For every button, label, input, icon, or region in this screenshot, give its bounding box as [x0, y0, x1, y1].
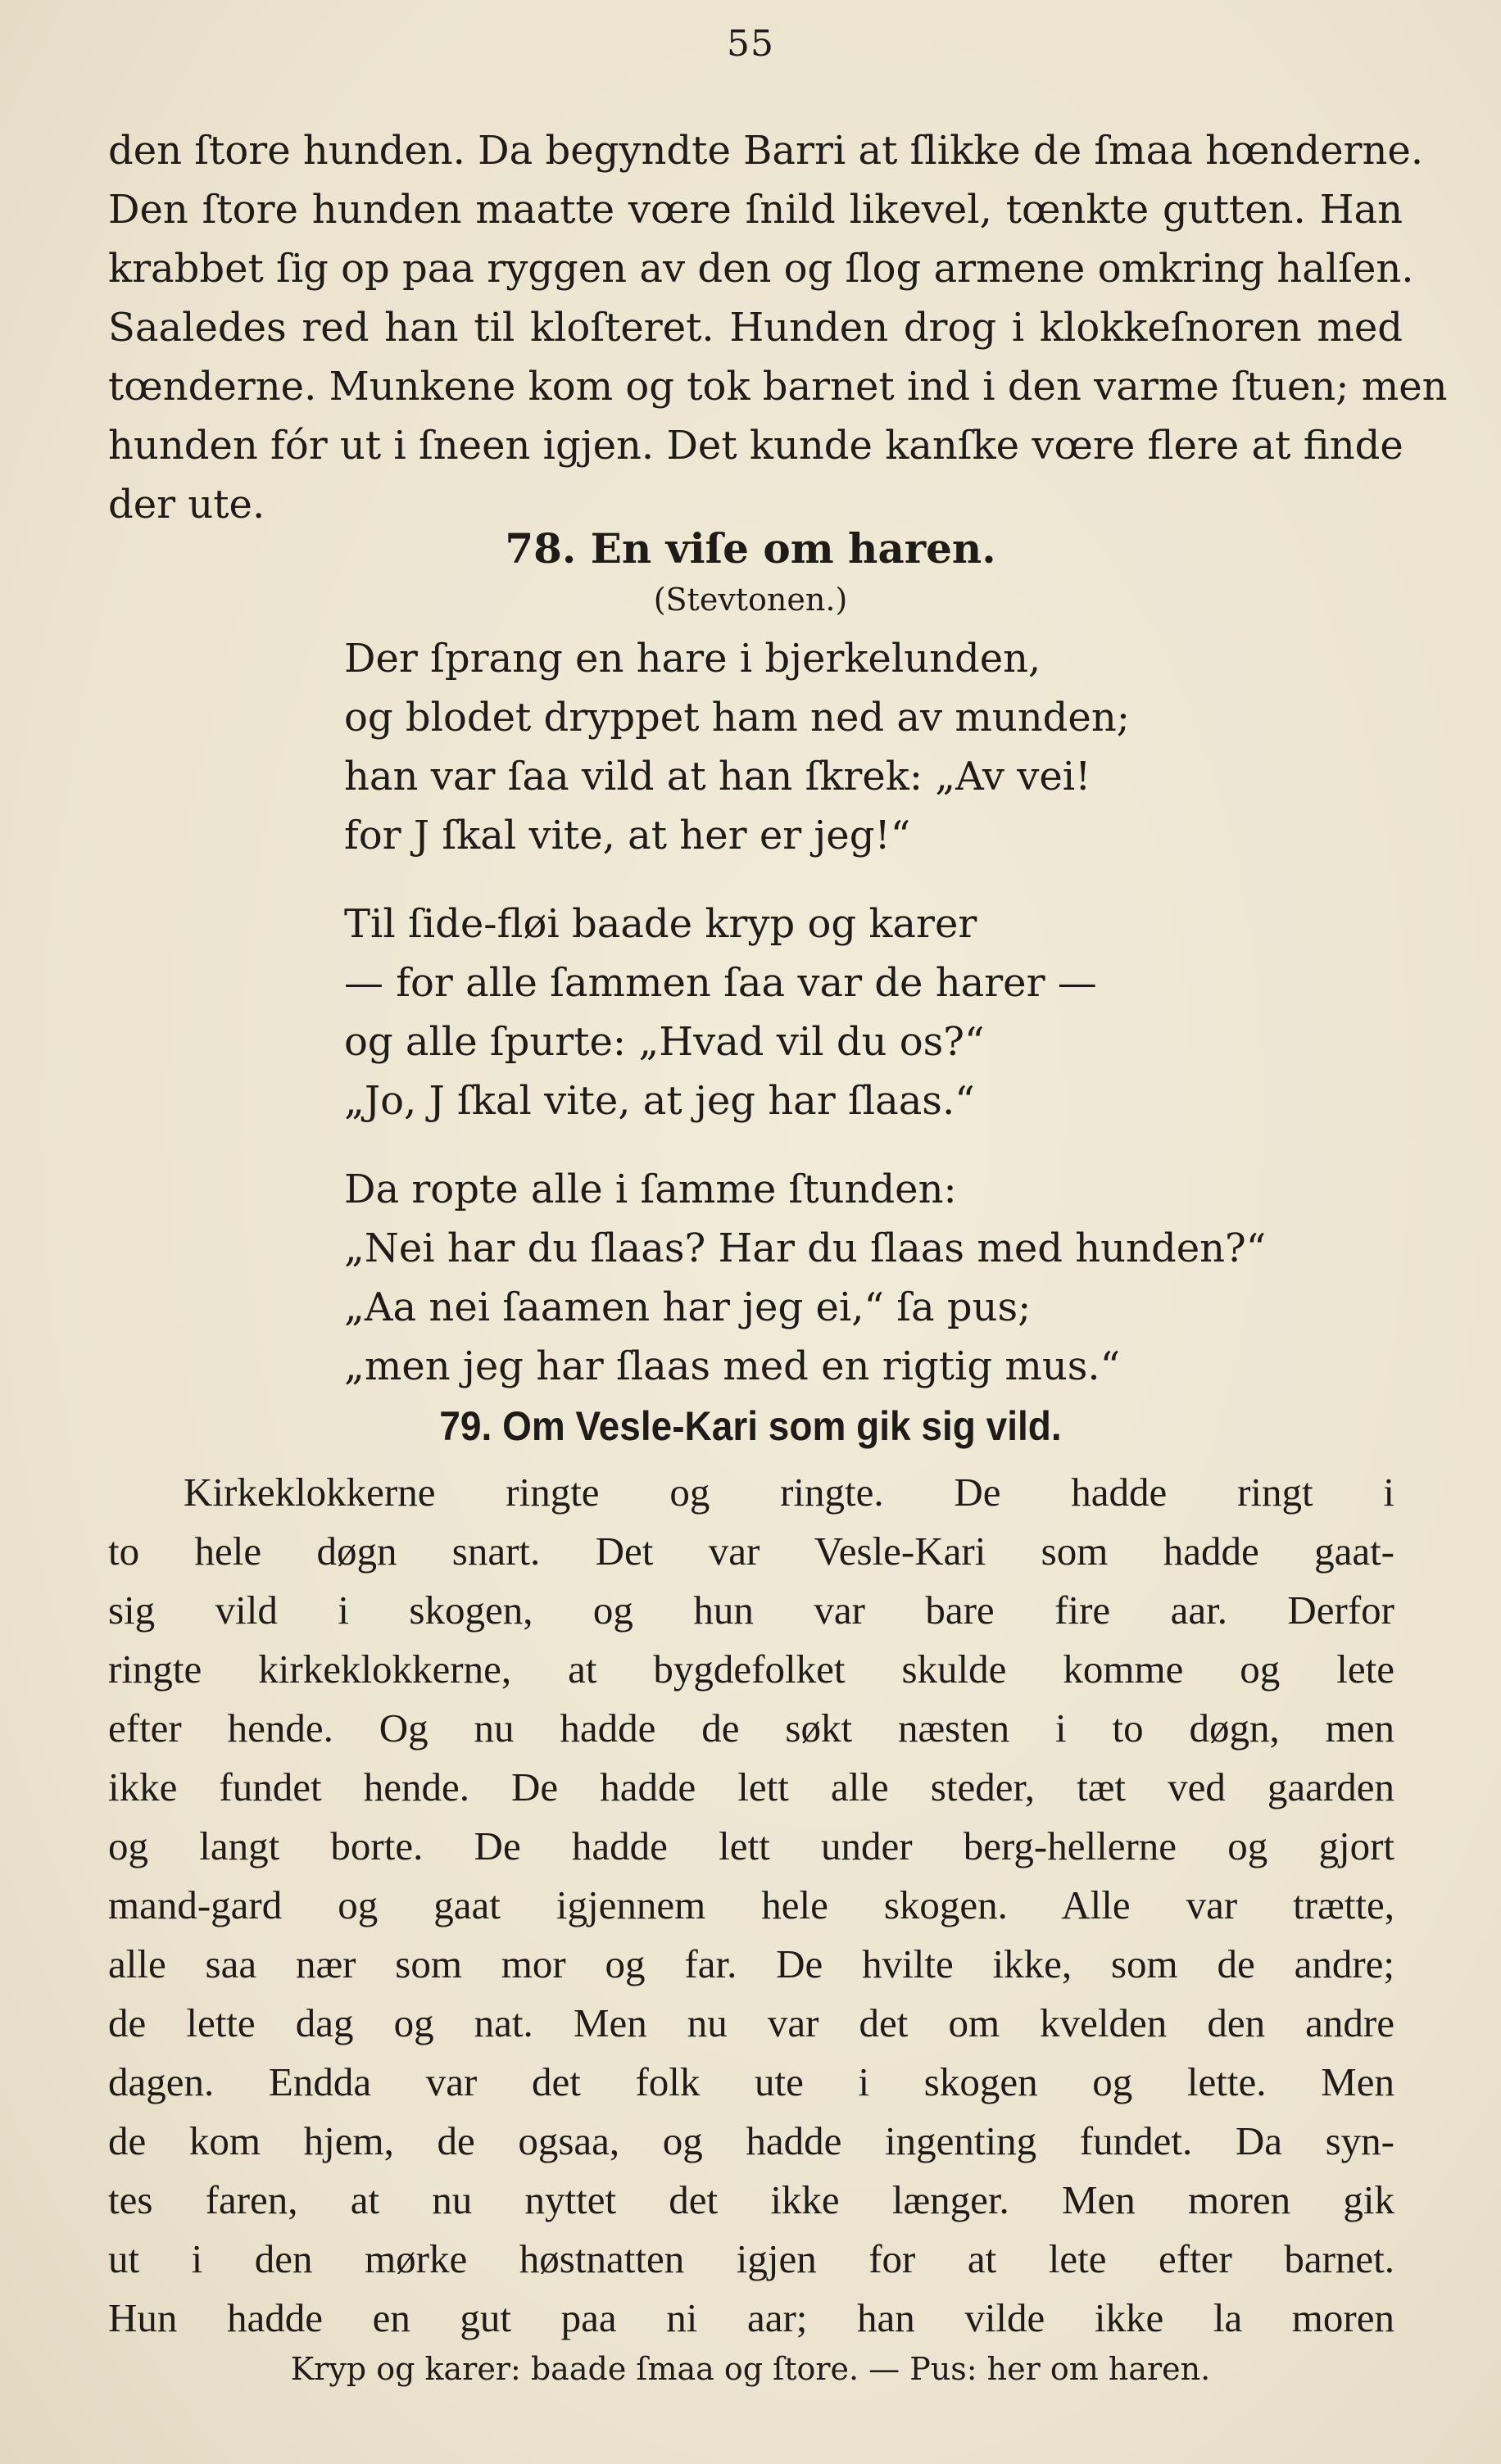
text-line: to hele døgn snart. Det var Vesle-Kari som hadde gaat- — [108, 1529, 1394, 1574]
section-78-subtitle: (Stevtonen.) — [653, 582, 848, 618]
text-line: der ute. — [108, 482, 265, 528]
text-line: efter hende. Og nu hadde de søkt næsten i to døgn, men — [108, 1705, 1394, 1751]
poem-stanza — [344, 629, 1409, 865]
section-78-title: 78. En viſe om haren. — [505, 524, 996, 573]
poem-line: og blodet dryppet ham ned av munden; — [344, 695, 1130, 741]
text-line: krabbet ſig op paa ryggen av den og ſlog armene omkring halſen. — [108, 246, 1414, 292]
text-line: hunden fór ut i ſneen igjen. Det kunde kanſke vœre flere at finde — [108, 423, 1404, 469]
poem-line: Der ſprang en hare i bjerkelunden, — [344, 636, 1041, 682]
poem-stanza — [344, 895, 1409, 1130]
text-line: de kom hjem, de ogsaa, og hadde ingenting fundet. Da syn- — [108, 2118, 1394, 2163]
text-line: den ſtore hunden. Da begyndte Barri at ſlikke de ſmaa hœnderne. — [108, 128, 1424, 174]
poem — [344, 629, 1409, 1425]
story-77-ending — [108, 121, 1448, 534]
poem-line: „men jeg har ſlaas med en rigtig mus.“ — [344, 1343, 1121, 1389]
text-line: Den ſtore hunden maatte vœre ſnild likevel, tœnkte gutten. Han — [108, 187, 1403, 233]
section-79-body — [108, 1463, 1394, 2348]
poem-line: for J ſkal vite, at her er jeg!“ — [344, 813, 911, 858]
poem-line: — for alle ſammen ſaa var de harer — — [344, 960, 1097, 1006]
text-line: de lette dag og nat. Men nu var det om kvelden den andre — [108, 2000, 1394, 2045]
text-line: tes faren, at nu nyttet det ikke længer. Men moren gik — [108, 2177, 1394, 2222]
text-line: ikke fundet hende. De hadde lett alle steder, tæt ved gaarden — [108, 1764, 1394, 1810]
text-line: sig vild i skogen, og hun var bare fire aar. Derfor — [108, 1588, 1394, 1633]
section-79-title: 79. Om Vesle-Kari som gik sig vild. — [439, 1403, 1062, 1449]
text-line: alle saa nær som mor og far. De hvilte ikke, som de andre; — [108, 1941, 1394, 1986]
poem-line: Til ſide-fløi baade kryp og karer — [344, 901, 977, 947]
poem-line: Da ropte alle i ſamme ſtunden: — [344, 1166, 957, 1212]
text-line: tœnderne. Munkene kom og tok barnet ind i den varme ſtuen; men — [108, 364, 1448, 410]
text-line: ringte kirkeklokkerne, at bygdefolket skulde komme og lete — [108, 1646, 1394, 1692]
poem-stanza — [344, 1160, 1409, 1396]
poem-line: „Jo, J ſkal vite, at jeg har ſlaas.“ — [344, 1078, 975, 1124]
footnote: Kryp og karer: baade ſmaa og ſtore. — Pus: her om haren. — [290, 2351, 1211, 2387]
page-number: 55 — [727, 23, 774, 65]
text-line: ut i den mørke høstnatten igjen for at lete efter barnet. — [108, 2236, 1394, 2281]
text-line: mand-gard og gaat igjennem hele skogen. Alle var trætte, — [108, 1882, 1394, 1927]
poem-line: og alle ſpurte: „Hvad vil du os?“ — [344, 1019, 985, 1065]
poem-line: „Nei har du ſlaas? Har du ſlaas med hunden?“ — [344, 1225, 1267, 1271]
text-line: og langt borte. De hadde lett under berg-hellerne og gjort — [108, 1823, 1394, 1868]
text-line: Hun hadde en gut paa ni aar; han vilde ikke la moren — [108, 2295, 1394, 2340]
text-line: Saaledes red han til kloſteret. Hunden drog i klokkeſnoren med — [108, 305, 1403, 351]
poem-line: „Aa nei ſaamen har jeg ei,“ ſa pus; — [344, 1284, 1032, 1330]
text-line: dagen. Endda var det folk ute i skogen og lette. Men — [108, 2059, 1394, 2104]
poem-line: han var ſaa vild at han ſkrek: „Av vei! — [344, 754, 1091, 799]
text-line: Kirkeklokkerne ringte og ringte. De hadde ringt i — [184, 1470, 1394, 1515]
